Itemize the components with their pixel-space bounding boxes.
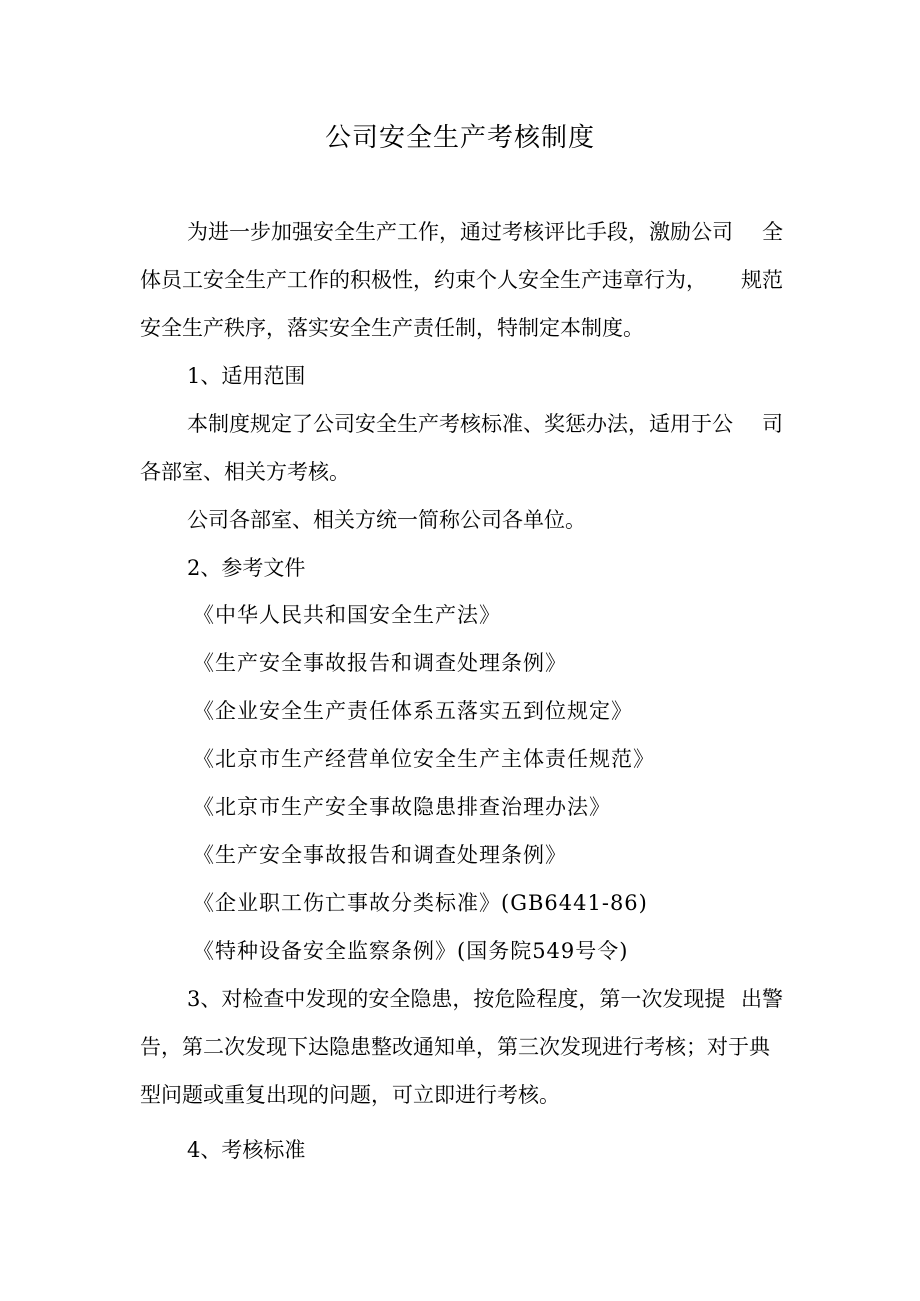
section-2-heading: 2、参考文件 [187, 556, 306, 580]
section-3-line-3: 型问题或重复出现的问题，可立即进行考核。 [140, 1083, 560, 1107]
section-4-heading: 4、考核标准 [187, 1138, 306, 1162]
section-3-line-2: 告，第二次发现下达隐患整改通知单，第三次发现进行考核；对于典 [140, 1035, 770, 1059]
section-1-para-1-line-1 [187, 409, 783, 439]
reference-item: 《中华人民共和国安全生产法》 [193, 603, 501, 627]
intro-line-3: 安全生产秩序，落实安全生产责任制，特制定本制度。 [140, 316, 644, 340]
intro-line-1 [187, 217, 783, 247]
reference-item: 《生产安全事故报告和调查处理条例》 [193, 843, 567, 867]
document-title: 公司安全生产考核制度 [324, 123, 595, 153]
reference-item: 《生产安全事故报告和调查处理条例》 [193, 651, 567, 675]
section-1-heading: 1、适用范围 [187, 364, 306, 388]
section-1-para-1-text: 本制度规定了公司安全生产考核标准、奖惩办法，适用于公 [187, 412, 733, 436]
reference-item: 《北京市生产安全事故隐患排查治理办法》 [193, 795, 611, 819]
intro-line-1-tail: 全 [762, 220, 783, 244]
intro-line-2 [140, 265, 783, 295]
reference-item: 《特种设备安全监察条例》(国务院549号令) [193, 939, 629, 963]
intro-line-2-tail: 规范 [741, 268, 783, 292]
section-1-para-1-tail: 司 [762, 412, 783, 436]
intro-line-1-text: 为进一步加强安全生产工作，通过考核评比手段，激励公司 [187, 220, 733, 244]
section-3-line-1-tail: 出警 [741, 987, 783, 1011]
section-3-line-1-text: 3、对检查中发现的安全隐患，按危险程度，第一次发现提 [187, 987, 726, 1011]
reference-item: 《北京市生产经营单位安全生产主体责任规范》 [193, 747, 655, 771]
section-3-line-1 [187, 984, 783, 1014]
section-1-para-1-line-2: 各部室、相关方考核。 [140, 460, 350, 484]
section-1-para-2: 公司各部室、相关方统一简称公司各单位。 [187, 508, 586, 532]
reference-item: 《企业安全生产责任体系五落实五到位规定》 [193, 699, 633, 723]
reference-item: 《企业职工伤亡事故分类标准》(GB6441-86) [193, 891, 648, 915]
intro-line-2-text: 体员工安全生产工作的积极性，约束个人安全生产违章行为， [140, 268, 707, 292]
